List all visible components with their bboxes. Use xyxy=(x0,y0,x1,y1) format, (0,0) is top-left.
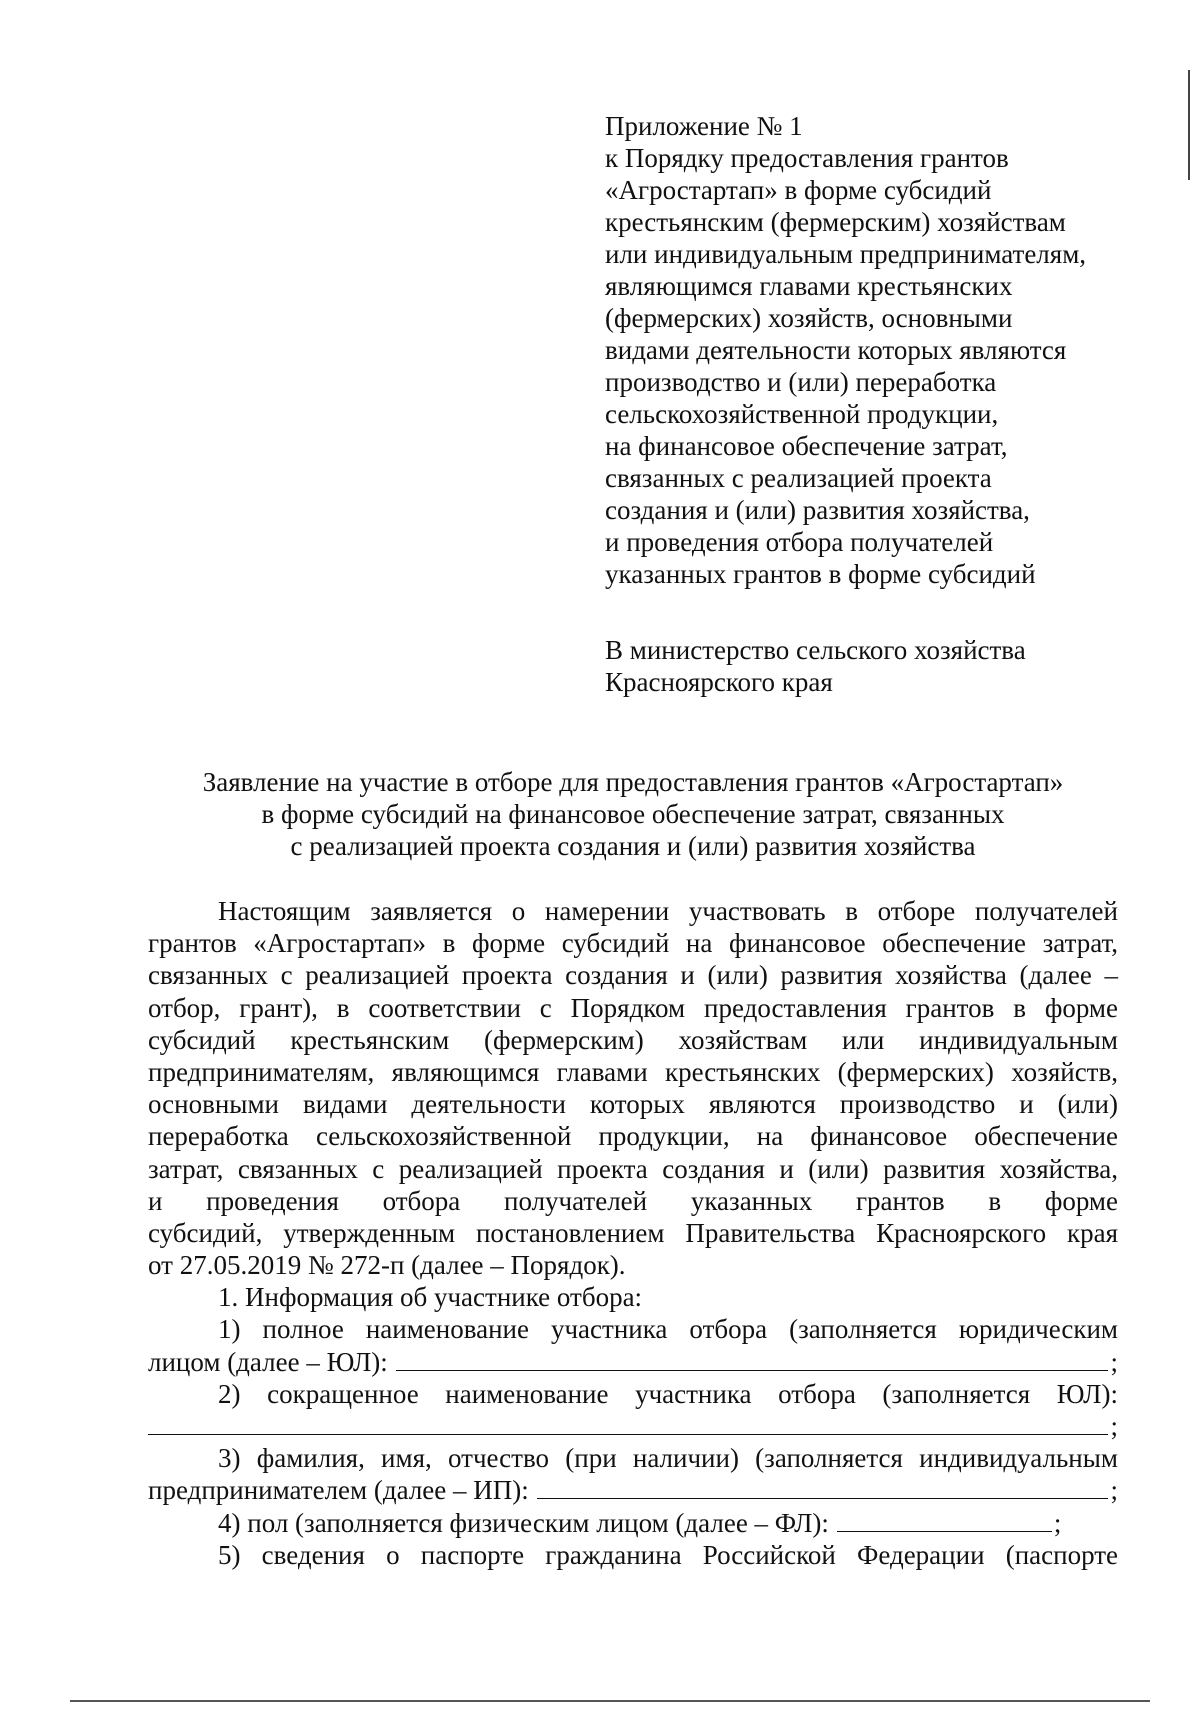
intro-line: переработка сельскохозяйственной продукции, на финансовое обеспечение xyxy=(148,1121,1118,1152)
intro-line: субсидий крестьянским (фермерским) хозяйствам или индивидуальным xyxy=(148,1024,1118,1055)
section-heading: 1. Информация об участнике отбора: xyxy=(218,1282,643,1313)
appendix-line: Приложение № 1 xyxy=(605,111,803,141)
appendix-line: «Агростартап» в форме субсидий xyxy=(605,175,992,205)
appendix-header xyxy=(605,110,1125,590)
item3-field-row xyxy=(148,1474,1118,1506)
item4-label: 4) пол (заполняется физическим лицом (далее – ФЛ): xyxy=(218,1507,829,1538)
short-name-input[interactable] xyxy=(148,1412,1108,1435)
appendix-line: к Порядку предоставления грантов xyxy=(605,143,1009,173)
addressee-line: Красноярского края xyxy=(605,667,833,697)
title-line: с реализацией проекта создания и (или) развития хозяйства xyxy=(290,831,976,861)
item4-field-row xyxy=(148,1507,1118,1539)
intro-line: и проведения отбора получателей указанных грантов в форме xyxy=(148,1185,1118,1216)
full-name-input[interactable] xyxy=(396,1348,1109,1371)
intro-line: грантов «Агростартап» в форме субсидий на финансовое обеспечение затрат, xyxy=(148,928,1118,959)
addressee-line: В министерство сельского хозяйства xyxy=(605,635,1026,665)
semicolon: ; xyxy=(1110,1411,1118,1441)
title-line: в форме субсидий на финансовое обеспечение затрат, связанных xyxy=(261,799,1005,829)
item5-label: 5) сведения о паспорте гражданина Российской Федерации (паспорте xyxy=(218,1539,1118,1570)
item1-label-cont: лицом (далее – ЮЛ): xyxy=(148,1346,388,1377)
item1-field-row xyxy=(148,1346,1118,1378)
scan-edge-bottom xyxy=(70,1700,1150,1702)
appendix-line: и проведения отбора получателей xyxy=(605,527,994,557)
appendix-line: производство и (или) переработка xyxy=(605,367,997,397)
appendix-line: (фермерских) хозяйств, основными xyxy=(605,303,1013,333)
scan-edge-right xyxy=(1188,70,1190,180)
appendix-line: крестьянским (фермерским) хозяйствам xyxy=(605,207,1066,237)
appendix-line: связанных с реализацией проекта xyxy=(605,463,992,493)
semicolon: ; xyxy=(1110,1346,1118,1377)
item3-label: 3) фамилия, имя, отчество (при наличии) (заполняется индивидуальным xyxy=(218,1443,1118,1474)
document-title xyxy=(148,766,1118,862)
document-body xyxy=(148,895,1118,1571)
title-line: Заявление на участие в отборе для предоставления грантов «Агростартап» xyxy=(202,767,1064,797)
appendix-line: создания и (или) развития хозяйства, xyxy=(605,495,1030,525)
addressee xyxy=(605,634,1125,698)
semicolon: ; xyxy=(1053,1507,1062,1538)
intro-line: основными видами деятельности которых являются производство и (или) xyxy=(148,1089,1118,1120)
semicolon: ; xyxy=(1110,1475,1118,1506)
intro-line: от 27.05.2019 № 272-п (далее – Порядок). xyxy=(148,1250,626,1281)
fio-input[interactable] xyxy=(537,1476,1109,1499)
intro-line: отбор, грант), в соответствии с Порядком предоставления грантов в форме xyxy=(148,992,1118,1023)
intro-line: Настоящим заявляется о намерении участвовать в отборе получателей xyxy=(218,896,1118,926)
intro-line: связанных с реализацией проекта создания и (или) развития хозяйства (далее – xyxy=(148,960,1118,991)
intro-line: предпринимателям, являющимся главами крестьянских (фермерских) хозяйств, xyxy=(148,1056,1118,1087)
item1-label: 1) полное наименование участника отбора (заполняется юридическим xyxy=(218,1314,1118,1345)
item2-field-row xyxy=(148,1410,1118,1442)
intro-line: субсидий, утвержденным постановлением Правительства Красноярского края xyxy=(148,1217,1118,1248)
appendix-line: сельскохозяйственной продукции, xyxy=(605,399,999,429)
item3-label-cont: предпринимателем (далее – ИП): xyxy=(148,1475,529,1506)
appendix-line: видами деятельности которых являются xyxy=(605,335,1067,365)
intro-line: затрат, связанных с реализацией проекта создания и (или) развития хозяйства, xyxy=(148,1153,1118,1184)
appendix-line: являющимся главами крестьянских xyxy=(605,271,1013,301)
appendix-line: указанных грантов в форме субсидий xyxy=(605,559,1036,589)
appendix-line: на финансовое обеспечение затрат, xyxy=(605,431,1008,461)
item2-label: 2) сокращенное наименование участника отбора (заполняется ЮЛ): xyxy=(218,1378,1118,1409)
gender-input[interactable] xyxy=(837,1509,1052,1532)
appendix-line: или индивидуальным предпринимателям, xyxy=(605,239,1087,269)
